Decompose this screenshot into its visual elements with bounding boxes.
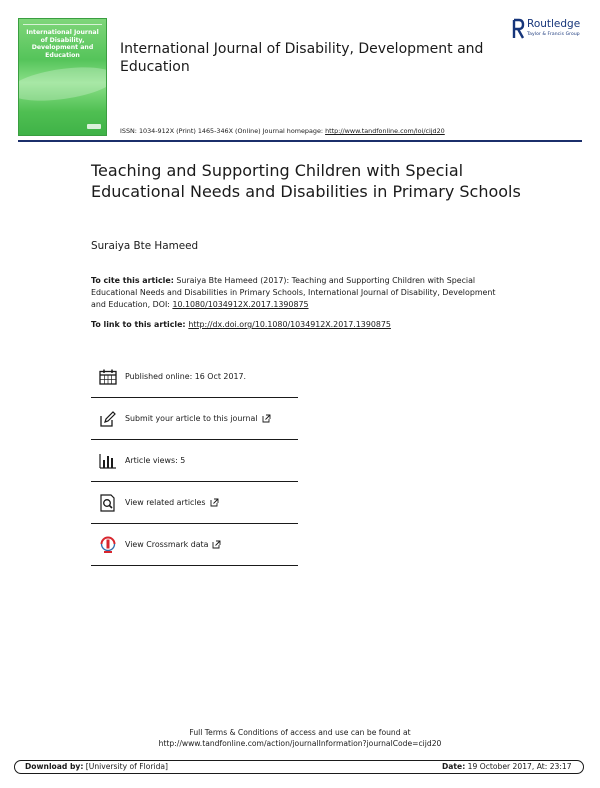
downloaded-by-value: [University of Florida] [83,762,169,771]
routledge-logo [512,18,592,44]
issn-line [120,127,445,135]
download-info-bar [14,760,584,774]
submit-row[interactable] [91,398,298,440]
views-row [91,440,298,482]
citation [91,275,511,311]
citation-doi-link[interactable]: 10.1080/1034912X.2017.1390875 [172,300,309,309]
issn-text: ISSN: 1034-912X (Print) 1465-346X (Online) Journal homepage: [120,127,326,135]
article-link-label: To link to this article: [91,320,189,329]
crossmark-row[interactable] [91,524,298,566]
submit-article-link[interactable]: Submit your article to this journal [125,414,258,423]
related-articles-link[interactable]: View related articles [125,498,206,507]
journal-cover [18,18,107,136]
terms-line: Full Terms & Conditions of access and use can be found at [189,728,411,737]
cover-publisher-mark [87,124,101,129]
crossmark-link[interactable]: View Crossmark data [125,540,209,549]
external-link-icon [210,498,219,507]
publisher-name: Routledge [527,18,581,30]
download-date-label: Date: [442,762,466,771]
published-date: Published online: 16 Oct 2017. [125,372,247,381]
journal-homepage-link[interactable]: http://www.tandfonline.com/loi/cijd20 [325,127,445,135]
article-title: Teaching and Supporting Children with Special Educational Needs and Disabilities in Primary Schools [91,161,521,201]
header-divider [18,140,582,142]
publisher-tagline: Taylor & Francis Group [527,32,580,37]
cover-top-rule [23,21,102,25]
article-info-list [91,356,298,566]
article-link-line [91,320,391,329]
terms-footer [0,727,600,749]
article-views: Article views: 5 [125,456,186,465]
download-date [442,762,572,771]
edit-icon [97,408,119,430]
external-link-icon [212,540,221,549]
crossmark-icon [97,534,119,556]
terms-url[interactable]: http://www.tandfonline.com/action/journalInformation?journalCode=cijd20 [158,739,442,748]
article-author: Suraiya Bte Hameed [91,240,199,252]
routledge-r-icon [512,18,525,40]
calendar-icon [97,366,119,388]
download-date-value: 19 October 2017, At: 23:17 [465,762,572,771]
downloaded-by [25,762,168,771]
citation-label: To cite this article: [91,276,174,285]
article-link-url[interactable]: http://dx.doi.org/10.1080/1034912X.2017.1390875 [188,320,391,329]
journal-title: International Journal of Disability, Development and Education [120,41,484,75]
citation-text: Suraiya Bte Hameed (2017): Teaching and Supporting Children with Special Educational Needs and Disabilities in Primary Schools, International Journal of Disability, Development and Education, DOI: [91,276,496,309]
external-link-icon [262,414,271,423]
related-row[interactable] [91,482,298,524]
published-row [91,356,298,398]
downloaded-by-label: Download by: [25,762,84,771]
bar-chart-icon [97,450,119,472]
cover-journal-title: International Journal of Disability, Development and Education [26,29,99,59]
search-document-icon [97,492,119,514]
